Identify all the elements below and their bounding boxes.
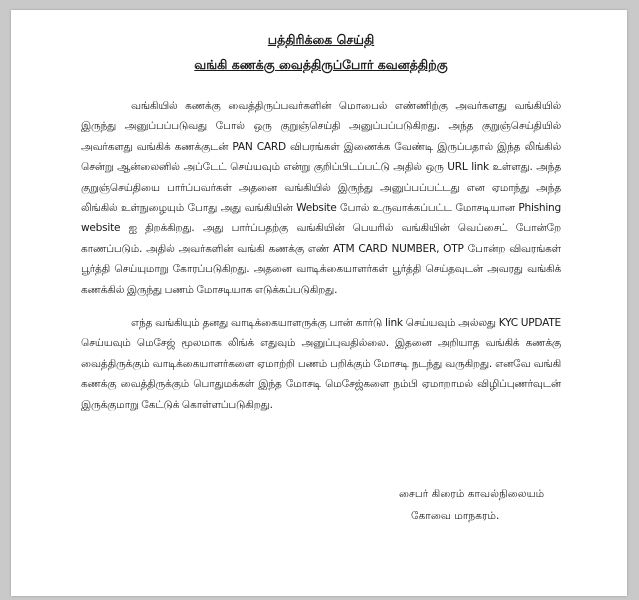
body-paragraph-1: வங்கியில் கணக்கு வைத்திருப்பவர்களின் மொபைல் எண்ணிற்கு அவர்களது வங்கியில் இருந்து அனுப்பப்படுவது போல் ஒரு குறுஞ்செய்தி அனுப்பப்படுகிறது. அந்த குறுஞ்செய்தியில் அவர்களது வங்கிக் கணக்குடன் PAN CARD விபரங்கள் இணைக்க வேண்டி இருப்பதால் இந்த லிங்கில் சென்று ஆன்லைனில் அப்டேட் செய்யவும் என்று குறிப்பிடப்பட்டு அதில் ஒரு URL link உள்ளது. அந்த குறுஞ்செய்தியை பார்ப்பவர்கள் அதனை வங்கியில் இருந்து அனுப்பப்பட்டது என ஏமாந்து அந்த லிங்கில் உள்நுழையும் போது அது வங்கியின் Website போல் உருவாக்கப்பட்ட மோசடியான Phishing website ஐ திறக்கிறது. அது பார்ப்பதற்கு வங்கியின் பெயரில் வங்கியின் வெப்சைட் போன்றே காணப்படும். அதில் அவர்களின் வங்கி கணக்கு எண் ATM CARD NUMBER, OTP போன்ற விவரங்கள் பூர்த்தி செய்யுமாறு கோரப்படுகிறது. அதனை வாடிக்கையாளர்கள் பூர்த்தி செய்தவுடன் அவரது வங்கிக் கணக்கில் இருந்து பணம் மோசடியாக எடுக்கப்படுகிறது.: [81, 100, 561, 296]
document-title: பத்திரிக்கை செய்தி: [267, 32, 375, 47]
signature-block: [399, 483, 569, 527]
signature-line-1: சைபர் கிரைம் காவல்நிலையம்: [399, 488, 545, 500]
document-subtitle: வங்கி கணக்கு வைத்திருப்போர் கவனத்திற்கு: [194, 57, 448, 72]
press-release: [81, 30, 561, 522]
signature-line-2: கோவை மாநகரம்.: [411, 510, 500, 522]
document-page: [11, 10, 627, 596]
body-paragraph-2: எந்த வங்கியும் தனது வாடிக்கையாளருக்கு பான் கார்டு link செய்யவும் அல்லது KYC UPDATE செய்யவும் மெசேஜ் மூலமாக லிங்க் எதுவும் அனுப்புவதில்லை. இதனை அறியாத வங்கிக் கணக்கு வைத்திருக்கும் வாடிக்கையாளர்களை ஏமாற்றி பணம் பறிக்கும் மோசடி நடந்து வருகிறது. எனவே வங்கி கணக்கு வைத்திருக்கும் பொதுமக்கள் இந்த மோசடி மெசேஜ்களை நம்பி ஏமாறாமல் விழிப்புணர்வுடன் இருக்குமாறு கேட்டுக் கொள்ளப்படுகிறது.: [81, 317, 561, 411]
